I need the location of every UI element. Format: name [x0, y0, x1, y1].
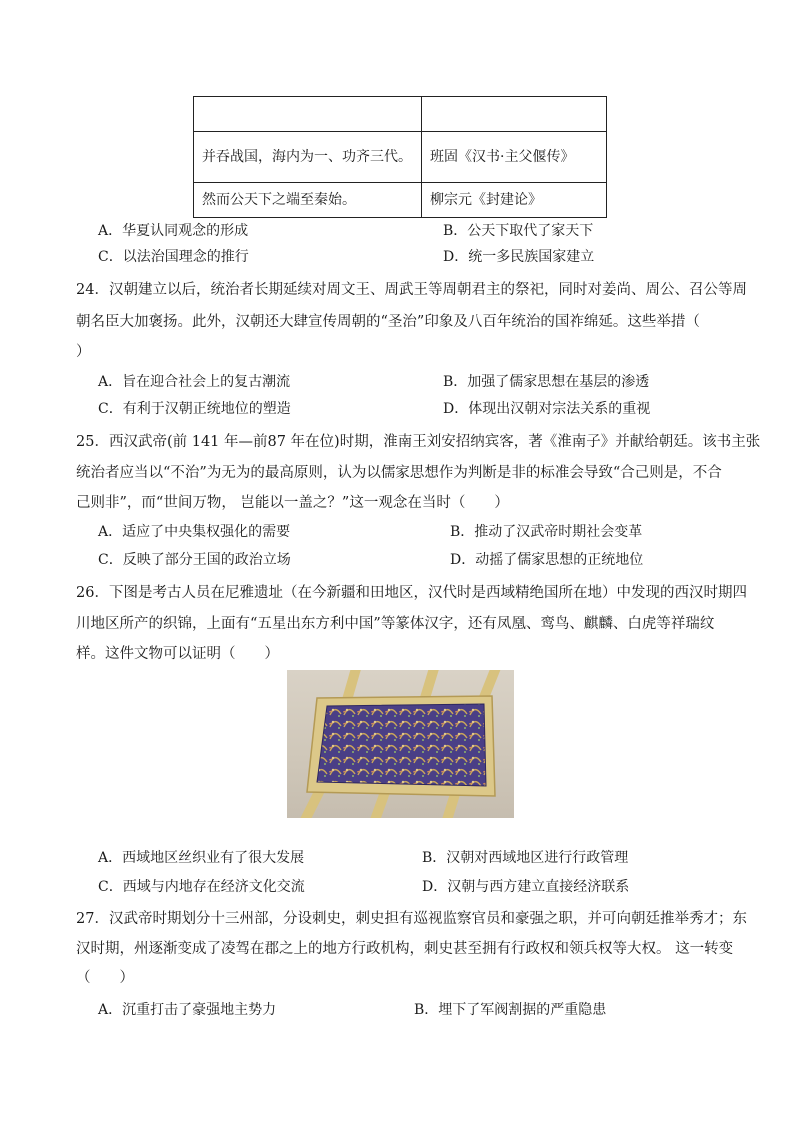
table-cell: 并吞战国，海内为一、功齐三代。: [194, 132, 422, 183]
table-cell: [422, 97, 607, 132]
table-row: [194, 183, 607, 218]
q25-stem-line: 己则非”，而“世间万物， 岂能以一盖之？”这一观念在当时（ ）: [76, 495, 509, 511]
q26-option-b[interactable]: B．汉朝对西域地区进行行政管理: [422, 850, 629, 866]
q25-option-b[interactable]: B．推动了汉武帝时期社会变革: [450, 524, 643, 540]
table-row: [194, 97, 607, 132]
strap-shape: [347, 670, 357, 700]
q23-option-b[interactable]: B．公天下取代了家天下: [443, 223, 594, 239]
q25-option-a[interactable]: A．适应了中央集权强化的需要: [98, 524, 291, 540]
q27-stem-line: （ ）: [76, 970, 134, 986]
q24-option-b[interactable]: B．加强了儒家思想在基层的渗透: [443, 374, 650, 390]
q26-option-c[interactable]: C．西域与内地存在经济文化交流: [98, 879, 305, 895]
q27-stem-line: 27．汉武帝时期划分十三州部，分设刺史，刺史担有巡视监察官员和豪强之职，并可向朝廷推举秀才；东: [76, 911, 747, 927]
strap-shape: [447, 794, 455, 818]
q24-option-c[interactable]: C．有利于汉朝正统地位的塑造: [98, 401, 291, 417]
q26-option-a[interactable]: A．西域地区丝织业有了很大发展: [98, 850, 305, 866]
q27-option-b[interactable]: B．埋下了军阀割据的严重隐患: [414, 1002, 607, 1018]
q25-stem-line: 25．西汉武帝(前 141 年—前87 年在位)时期，淮南王刘安招纳宾客，著《淮南子》并献给朝廷。该书主张: [76, 434, 761, 450]
source-table: [193, 96, 607, 218]
q26-stem-line: 26．下图是考古人员在尼雅遗址（在今新疆和田地区，汉代时是西域精绝国所在地）中发现的西汉时期四: [76, 585, 747, 601]
q24-stem-line: 24．汉朝建立以后，统治者长期延续对周文王、周武王等周朝君主的祭祀，同时对姜尚、周公、召公等周: [76, 282, 747, 298]
brocade-photo: [287, 670, 514, 818]
strap-shape: [425, 670, 435, 698]
q23-option-d[interactable]: D．统一多民族国家建立: [443, 249, 595, 265]
q27-stem-line: 汉时期，州逐渐变成了凌驾在郡之上的地方行政机构，刺史甚至拥有行政权和领兵权等大权。 这一转变: [76, 941, 734, 957]
table-cell: 柳宗元《封建论》: [422, 183, 607, 218]
q24-stem-line: 朝名臣大加褒扬。此外，汉朝还大肆宣传周朝的“圣治”印象及八百年统治的国祚绵延。这些举措（: [76, 314, 700, 330]
q26-stem-line: 样。这件文物可以证明（ ）: [76, 646, 279, 662]
table-cell: 然而公天下之端至秦始。: [194, 183, 422, 218]
q25-option-d[interactable]: D．动摇了儒家思想的正统地位: [450, 552, 644, 568]
q27-option-a[interactable]: A．沉重打击了豪强地主势力: [98, 1002, 277, 1018]
table-cell: 班固《汉书·主父偃传》: [422, 132, 607, 183]
brocade-artifact: [287, 670, 514, 818]
q26-stem-line: 川地区所产的织锦，上面有“五星出东方利中国”等篆体汉字，还有凤凰、鸾鸟、麒麟、白虎等祥瑞纹: [76, 616, 715, 632]
strap-shape: [375, 792, 385, 818]
q24-option-a[interactable]: A．旨在迎合社会上的复古潮流: [98, 374, 291, 390]
q23-option-c[interactable]: C．以法治国理念的推行: [98, 249, 249, 265]
brocade-panel-shape: [317, 704, 486, 786]
table-row: [194, 132, 607, 183]
q24-stem-line: ）: [76, 344, 91, 360]
q25-option-c[interactable]: C．反映了部分王国的政治立场: [98, 552, 291, 568]
q25-stem-line: 统治者应当以“不治”为无为的最高原则，认为以儒家思想作为判断是非的标准会导致“合己则是，不合: [76, 465, 722, 481]
q23-option-a[interactable]: A．华夏认同观念的形成: [98, 223, 249, 239]
q24-option-d[interactable]: D．体现出汉朝对宗法关系的重视: [443, 401, 651, 417]
table-cell: [194, 97, 422, 132]
q26-option-d[interactable]: D．汉朝与西方建立直接经济联系: [422, 879, 630, 895]
